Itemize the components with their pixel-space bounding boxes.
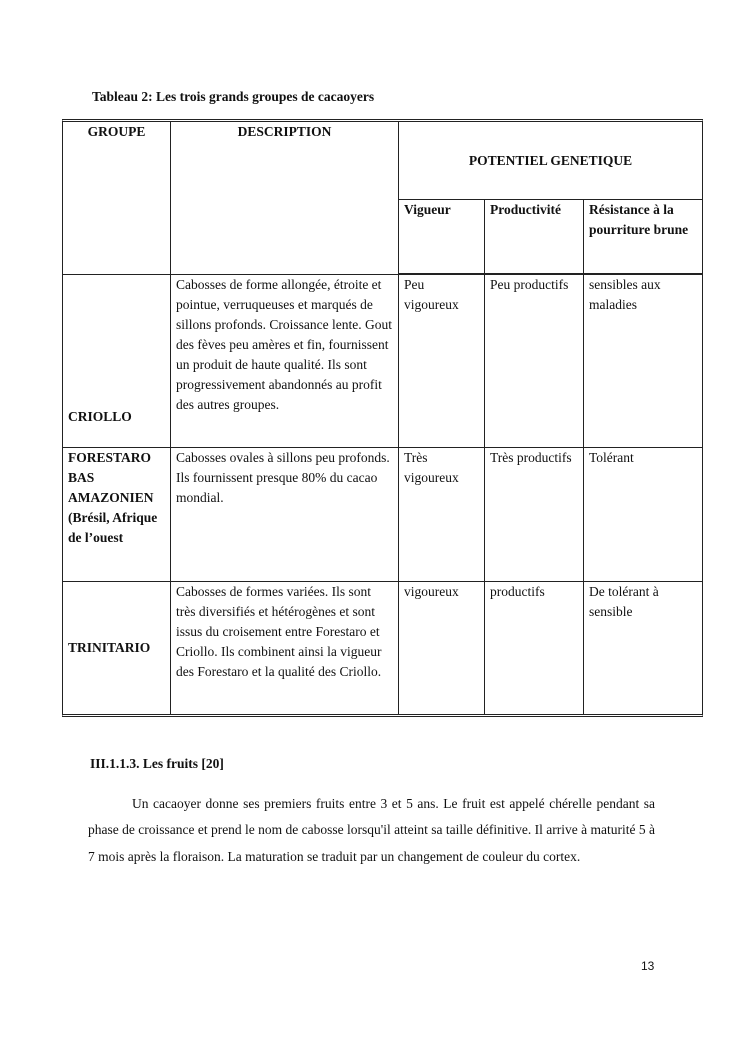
header-resistance: Résistance à la pourriture brune: [584, 200, 702, 275]
cell-productivite: Très productifs: [485, 448, 584, 582]
table-caption: Tableau 2: Les trois grands groupes de cacaoyers: [92, 89, 375, 104]
cell-productivite: Peu productifs: [485, 275, 584, 448]
cell-resistance: De tolérant à sensible: [589, 584, 659, 619]
cell-description: Cabosses de forme allongée, étroite et pointue, verruqueuses et marqués de sillons profonds. Croissance lente. Gout des fèves peu amères et fin, fournissent un produit de haute qualité. Ils sont progressivement abandonnés au profit des autres groupes.: [171, 275, 399, 448]
table-row: [63, 582, 702, 714]
header-productivite: Productivité: [485, 200, 584, 275]
cell-groupe: FORESTARO BAS AMAZONIEN (Brésil, Afrique de l’ouest: [63, 448, 171, 582]
cell-groupe: CRIOLLO: [63, 275, 171, 448]
cell-productivite: productifs: [485, 582, 584, 714]
cell-vigueur: Très vigoureux: [399, 448, 485, 582]
header-vigueur: Vigueur: [399, 200, 485, 275]
table-header-row: [63, 122, 702, 200]
body-paragraph: Un cacaoyer donne ses premiers fruits entre 3 et 5 ans. Le fruit est appelé chérelle pendant sa phase de croissance et prend le nom de cabosse lorsqu'il atteint sa taille définitive. Il arrive à maturité 5 à 7 mois après la floraison. La maturation se traduit par un changement de couleur du cortex.: [88, 796, 655, 864]
cacao-groups-table: [62, 119, 701, 717]
cell-resistance: Tolérant: [584, 448, 702, 582]
header-potentiel-genetique: POTENTIEL GENETIQUE: [399, 122, 702, 200]
cell-vigueur: Peu vigoureux: [399, 275, 485, 448]
section-heading: III.1.1.3. Les fruits [20]: [90, 756, 224, 771]
header-groupe: GROUPE: [63, 122, 171, 275]
table: [62, 119, 703, 717]
header-description: DESCRIPTION: [171, 122, 399, 275]
cell-description: Cabosses de formes variées. Ils sont très diversifiés et hétérogènes et sont issus du croisement entre Forestaro et Criollo. Ils combinent ainsi la vigueur des Forestaro et la qualité des Criollo.: [171, 582, 399, 714]
table-row: [63, 448, 702, 582]
page-number: 13: [641, 959, 655, 973]
cell-description: Cabosses ovales à sillons peu profonds. Ils fournissent presque 80% du cacao mondial.: [171, 448, 399, 582]
cell-resistance: sensibles aux maladies: [584, 275, 702, 448]
cell-groupe: TRINITARIO: [63, 582, 171, 714]
cell-vigueur: vigoureux: [399, 582, 485, 714]
table-row: [63, 275, 702, 448]
